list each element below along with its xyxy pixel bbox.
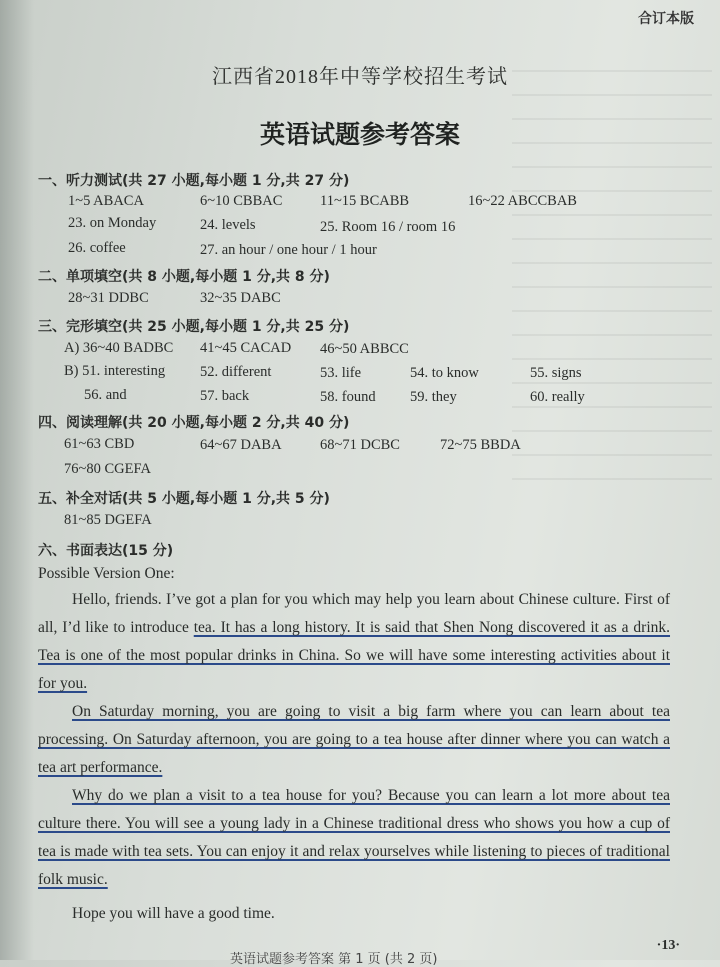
answer-item: 26. coffee xyxy=(68,240,126,256)
section-heading-reading: 四、阅读理解(共 20 小题,每小题 2 分,共 40 分) xyxy=(38,415,350,431)
answer-item: 24. levels xyxy=(200,217,256,233)
essay-paragraph xyxy=(38,586,670,698)
underlined-sentence: tea. It has a long history. It is said that Shen Nong discovered it as a drink. Tea is one of the most popular drinks in China. So we will have some interesting activities about it for you. xyxy=(38,619,671,692)
page-footer: 英语试题参考答案 第 1 页 (共 2 页) xyxy=(230,952,438,967)
answer-item: 56. and xyxy=(84,387,127,403)
answer-item: 28~31 DDBC xyxy=(68,290,149,306)
answer-item: 59. they xyxy=(410,389,457,405)
answer-item: 53. life xyxy=(320,365,362,381)
answer-item: 72~75 BBDA xyxy=(440,437,521,453)
underlined-sentence: On Saturday morning, you are going to visit a big farm where you can learn about tea processing. On Saturday afternoon, you are going to a tea house after dinner where you can watch a tea art performance. xyxy=(38,703,670,776)
answer-item: 64~67 DABA xyxy=(200,437,282,453)
answer-item: 55. signs xyxy=(530,365,582,381)
section-heading-single-choice: 二、单项填空(共 8 小题,每小题 1 分,共 8 分) xyxy=(38,269,330,285)
answer-item: 1~5 ABACA xyxy=(68,193,144,209)
answer-item: 11~15 BCABB xyxy=(320,193,410,209)
essay-paragraph xyxy=(38,782,670,894)
answer-item: 25. Room 16 / room 16 xyxy=(320,219,456,235)
answer-item: 54. to know xyxy=(410,365,479,381)
answer-item: A) 36~40 BADBC xyxy=(64,340,174,356)
section-heading-listening: 一、听力测试(共 27 小题,每小题 1 分,共 27 分) xyxy=(38,173,350,189)
answer-item: B) 51. interesting xyxy=(64,363,166,379)
answer-item: 27. an hour / one hour / 1 hour xyxy=(200,242,377,258)
answer-item: 41~45 CACAD xyxy=(200,340,292,356)
sample-essay xyxy=(38,586,670,928)
document-title: 英语试题参考答案 xyxy=(259,120,460,149)
answer-item: 57. back xyxy=(200,388,250,404)
section-heading-dialogue: 五、补全对话(共 5 小题,每小题 1 分,共 5 分) xyxy=(38,491,330,507)
answer-item: 32~35 DABC xyxy=(200,290,281,306)
essay-paragraph xyxy=(38,698,670,782)
answer-item: 46~50 ABBCC xyxy=(320,341,409,357)
version-label: Possible Version One: xyxy=(38,565,175,582)
essay-text: Hello, friends. I’ve got a plan for you which may help you learn about Chinese culture. First of all, I’d like to introduce xyxy=(38,591,670,636)
answer-item: 81~85 DGEFA xyxy=(64,512,152,528)
answer-item: 16~22 ABCCBAB xyxy=(468,193,577,209)
answer-item: 23. on Monday xyxy=(68,215,157,231)
underlined-sentence: Why do we plan a visit to a tea house for you? Because you can learn a lot more about tea culture there. You will see a young lady in a Chinese traditional dress who shows you how a cup of tea is made with tea sets. You can enjoy it and relax yourselves while listening to pieces of traditional folk music. xyxy=(38,787,670,888)
answer-item: 60. really xyxy=(530,389,585,405)
page-number: ·13· xyxy=(656,938,680,953)
answer-item: 76~80 CGEFA xyxy=(64,461,151,477)
answer-item: 6~10 CBBAC xyxy=(200,193,283,209)
answer-item: 61~63 CBD xyxy=(64,436,135,452)
essay-closing: Hope you will have a good time. xyxy=(72,905,275,922)
answer-item: 68~71 DCBC xyxy=(320,437,400,453)
edition-label: 合订本版 xyxy=(638,11,694,27)
exam-title: 江西省2018年中等学校招生考试 xyxy=(212,66,508,88)
answer-item: 52. different xyxy=(200,364,272,380)
answer-item: 58. found xyxy=(320,389,376,405)
section-heading-writing: 六、书面表达(15 分) xyxy=(38,543,174,559)
section-heading-cloze: 三、完形填空(共 25 小题,每小题 1 分,共 25 分) xyxy=(38,319,350,335)
